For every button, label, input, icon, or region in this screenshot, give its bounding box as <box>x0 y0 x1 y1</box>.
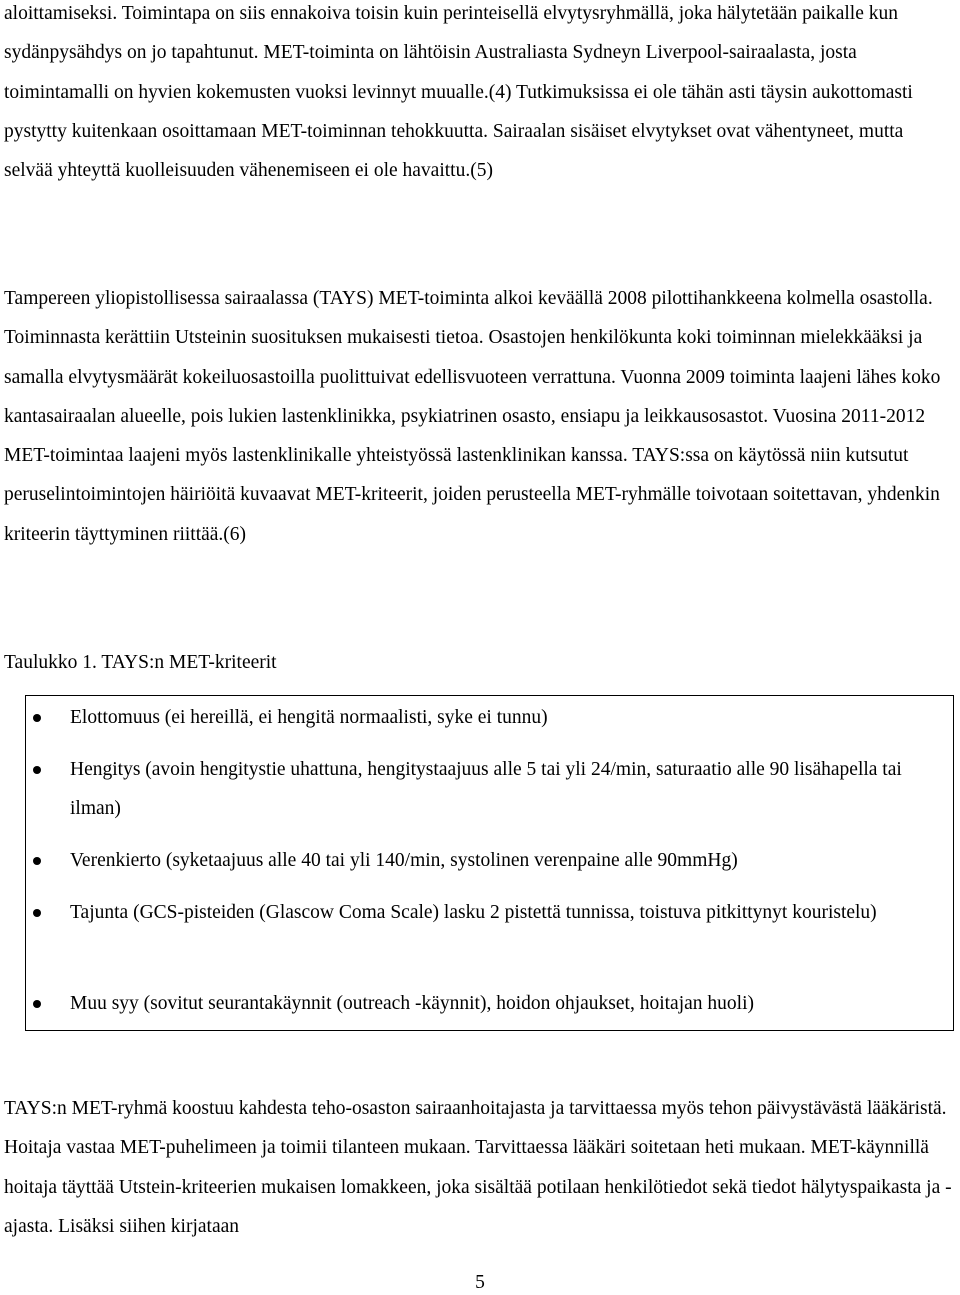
paragraph-met-background: aloittamiseksi. Toimintapa on siis ennakoiva toisin kuin perinteisellä elvytysryhmällä, joka hälytetään paikalle kun sydänpysähdys on jo tapahtunut. MET-toiminta on lähtöisin Australiasta Sydneyn Liverpool-sairaalasta, josta toimintamalli on hyvien kokemusten vuoksi levinnyt muualle.(4) Tutkimuksissa ei ole tähän asti täysin aukottomasti pystytty kuitenkaan osoittamaan MET-toiminnan tehokkuutta. Sairaalan sisäiset elvytykset ovat vähentyneet, mutta selvää yhteyttä kuolleisuuden vähenemiseen ei ole havaittu.(5) <box>4 3 913 182</box>
table-caption: Taulukko 1. TAYS:n MET-kriteerit <box>4 652 277 673</box>
criteria-text: Elottomuus (ei hereillä, ei hengitä normaalisti, syke ei tunnu) <box>70 707 548 728</box>
page-number: 5 <box>475 1272 485 1293</box>
criteria-text: Verenkierto (syketaajuus alle 40 tai yli 140/min, systolinen verenpaine alle 90mmHg) <box>70 850 738 871</box>
paragraph-tays-met: Tampereen yliopistollisessa sairaalassa (TAYS) MET-toiminta alkoi keväällä 2008 pilottihankkeena kolmella osastolla. Toiminnasta kerättiin Utsteinin suosituksen mukaisesti tietoa. Osastojen henkilökunta koki toiminnan mielekkääksi ja samalla elvytysmäärät kokeiluosastoilla puolittuivat edellisvuoteen verrattuna. Vuonna 2009 toiminta laajeni lähes koko kantasairaalan alueelle, pois lukien lastenklinikka, psykiatrinen osasto, ensiapu ja leikkausosastot. Vuosina 2011-2012 MET-toimintaa laajeni myös lastenklinikalle yhteistyössä lastenklinikan kanssa. TAYS:ssa on käytössä niin kutsutut peruselintoimintojen häiriöitä kuvaavat MET-kriteerit, joiden perusteella MET-ryhmälle toivotaan soitettavan, yhdenkin kriteerin täyttyminen riittää.(6) <box>4 288 941 545</box>
criteria-text: Muu syy (sovitut seurantakäynnit (outreach -käynnit), hoidon ohjaukset, hoitajan huoli) <box>70 993 754 1014</box>
bullet-icon <box>33 714 41 722</box>
paragraph-met-team: TAYS:n MET-ryhmä koostuu kahdesta teho-osaston sairaanhoitajasta ja tarvittaessa myös tehon päivystävästä lääkäristä. Hoitaja vastaa MET-puhelimeen ja toimii tilanteen mukaan. Tarvittaessa lääkäri soitetaan heti mukaan. MET-käynnillä hoitaja täyttää Utstein-kriteerien mukaisen lomakkeen, joka sisältää potilaan henkilötiedot sekä tiedot hälytyspaikasta ja -ajasta. Lisäksi siihen kirjataan <box>4 1098 952 1237</box>
bullet-icon <box>33 909 41 917</box>
criteria-text: Tajunta (GCS-pisteiden (Glascow Coma Scale) lasku 2 pistettä tunnissa, toistuva pitkittynyt kouristelu) <box>70 902 877 923</box>
criteria-text: Hengitys (avoin hengitystie uhattuna, hengitystaajuus alle 5 tai yli 24/min, saturaatio alle 90 lisähapella tai ilman) <box>70 759 902 820</box>
bullet-icon <box>33 766 41 774</box>
bullet-icon <box>33 857 41 865</box>
bullet-icon <box>33 1000 41 1008</box>
met-criteria-table <box>25 695 954 1031</box>
